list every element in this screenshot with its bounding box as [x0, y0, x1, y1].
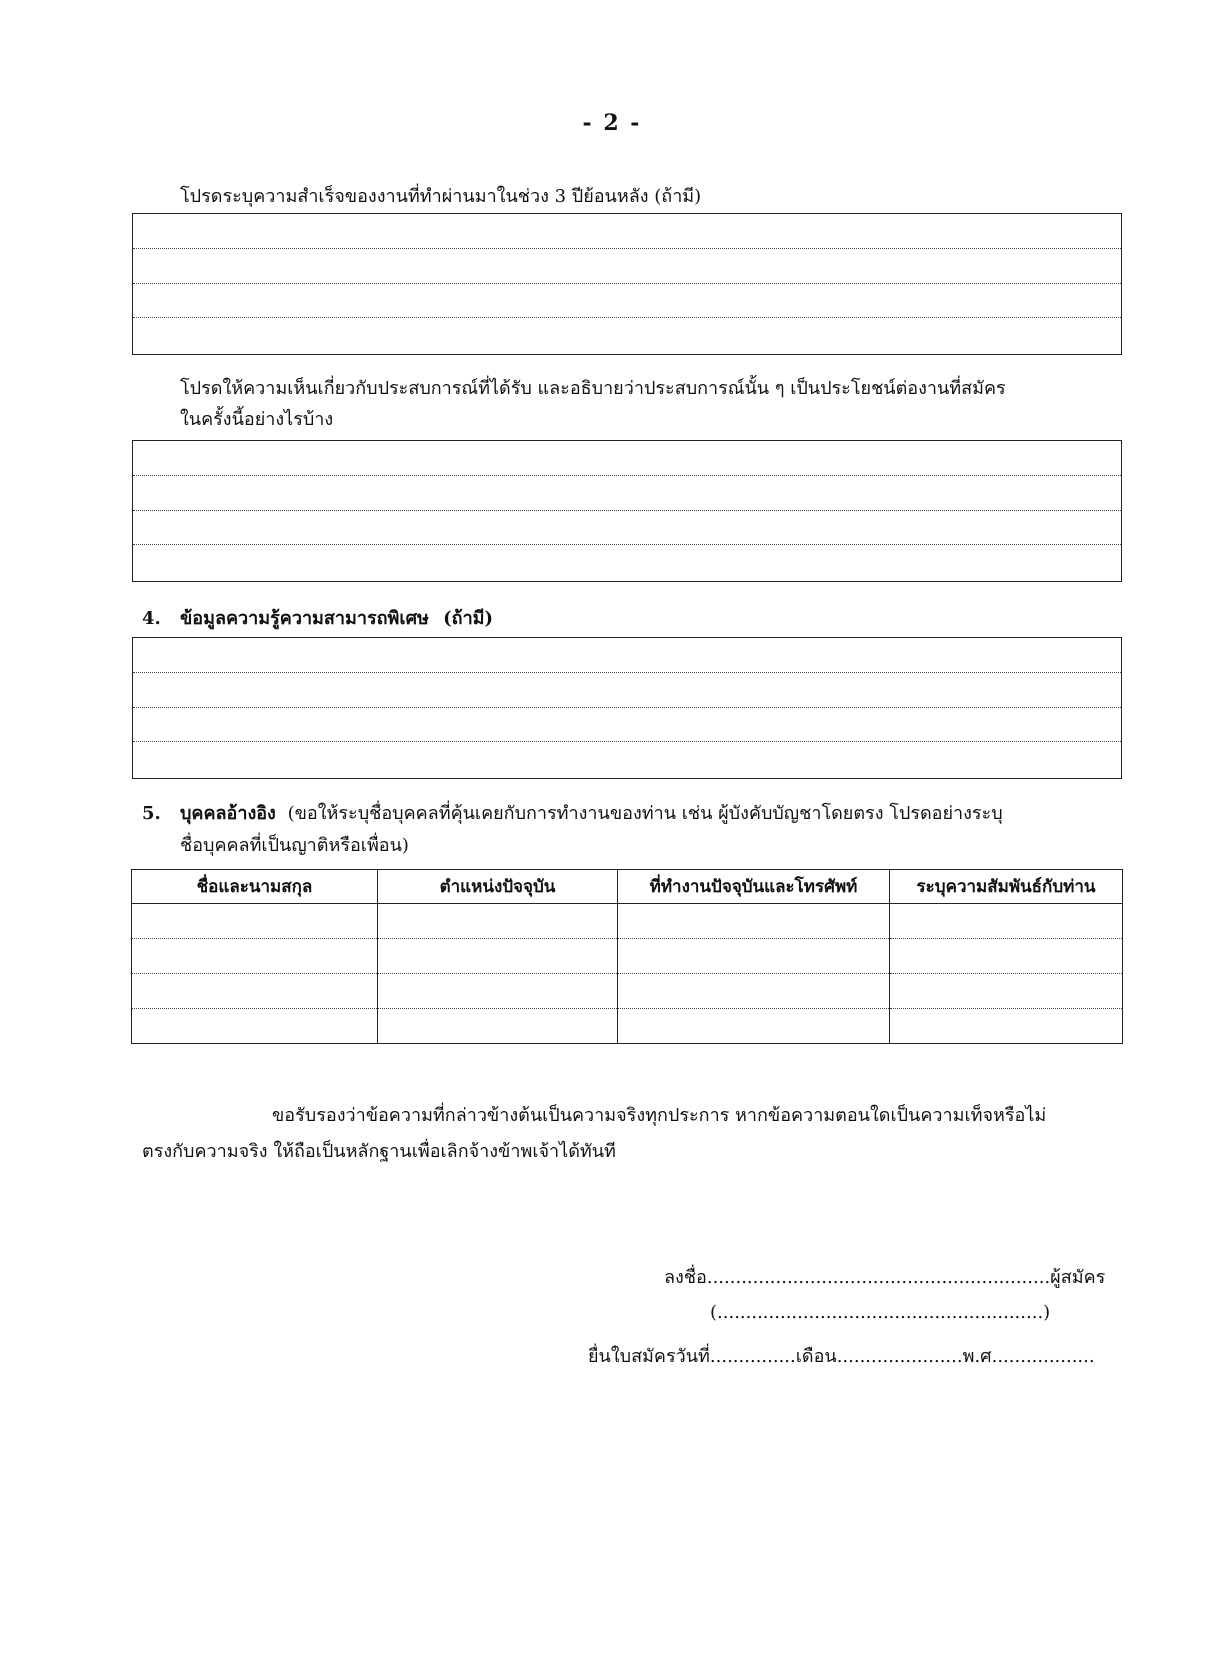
table-cell[interactable] — [618, 939, 890, 974]
column-header-position: ตำแหน่งปัจจุบัน — [378, 870, 618, 904]
table-cell[interactable] — [890, 974, 1123, 1009]
certification-line2: ตรงกับความจริง ให้ถือเป็นหลักฐานเพื่อเลิกจ้างข้าพเจ้าได้ทันที — [142, 1141, 616, 1162]
name-close-paren: ) — [1043, 1302, 1051, 1323]
month-field[interactable]: ...................... — [836, 1346, 963, 1367]
writing-line — [133, 248, 1121, 249]
sign-suffix: ผู้สมัคร — [1050, 1267, 1106, 1288]
achievements-prompt: โปรดระบุความสำเร็จของงานที่ทำผ่านมาในช่วง 3 ปีย้อนหลัง (ถ้ามี) — [180, 186, 702, 207]
section5-number: 5. — [142, 803, 161, 824]
experience-prompt-line1: โปรดให้ความเห็นเกี่ยวกับประสบการณ์ที่ได้รับ และอธิบายว่าประสบการณ์นั้น ๆ เป็นประโยชน์ต่องานที่สมัคร — [180, 378, 1006, 399]
table-cell[interactable] — [890, 939, 1123, 974]
section4-suffix: (ถ้ามี) — [443, 608, 494, 629]
day-field[interactable]: ............... — [709, 1346, 796, 1367]
section5-heading — [180, 800, 1003, 828]
table-cell[interactable] — [378, 1009, 618, 1044]
section4-title — [180, 605, 493, 633]
signature-line — [664, 1262, 1105, 1291]
certification-line1: ขอรับรองว่าข้อความที่กล่าวข้างต้นเป็นความจริงทุกประการ หากข้อความตอนใดเป็นความเท็จหรือไม่ — [272, 1105, 1047, 1126]
month-label: เดือน — [795, 1346, 837, 1367]
table-cell[interactable] — [378, 904, 618, 939]
special-skills-textbox[interactable] — [132, 637, 1122, 779]
table-row — [132, 904, 1123, 939]
table-cell[interactable] — [378, 939, 618, 974]
column-header-name: ชื่อและนามสกุล — [132, 870, 378, 904]
section5-desc-line1: (ขอให้ระบุชื่อบุคคลที่คุ้นเคยกับการทำงานของท่าน เช่น ผู้บังคับบัญชาโดยตรง โปรดอย่างระบุ — [287, 803, 1003, 824]
achievements-textbox[interactable] — [132, 213, 1122, 355]
year-field[interactable]: .................. — [991, 1346, 1095, 1367]
writing-line — [133, 283, 1121, 284]
column-header-workplace-phone: ที่ทำงานปัจจุบันและโทรศัพท์ — [618, 870, 890, 904]
section4-title-text: ข้อมูลความรู้ความสามารถพิเศษ — [180, 608, 429, 629]
printed-name-field[interactable]: ......................................................... — [717, 1302, 1044, 1323]
writing-line — [133, 707, 1121, 708]
section5-title: บุคคลอ้างอิง — [180, 803, 276, 824]
table-cell[interactable] — [890, 904, 1123, 939]
writing-line — [133, 672, 1121, 673]
table-row — [132, 974, 1123, 1009]
experience-prompt-line2: ในครั้งนี้อย่างไรบ้าง — [180, 409, 334, 430]
table-cell[interactable] — [618, 974, 890, 1009]
application-date-line — [588, 1341, 1095, 1370]
name-open-paren: ( — [710, 1302, 718, 1323]
table-header-row — [132, 870, 1123, 904]
table-cell[interactable] — [378, 974, 618, 1009]
signature-field[interactable]: ............................................................ — [706, 1267, 1051, 1288]
table-cell[interactable] — [618, 904, 890, 939]
date-label: ยื่นใบสมัครวันที่ — [588, 1346, 710, 1367]
page-number: - 2 - — [582, 110, 642, 136]
section5-desc-line2: ชื่อบุคคลที่เป็นญาติหรือเพื่อน) — [180, 835, 409, 856]
writing-line — [133, 544, 1121, 545]
sign-label: ลงชื่อ — [664, 1267, 707, 1288]
year-label: พ.ศ — [962, 1346, 992, 1367]
writing-line — [133, 317, 1121, 318]
table-cell[interactable] — [132, 1009, 378, 1044]
table-cell[interactable] — [890, 1009, 1123, 1044]
table-cell[interactable] — [132, 904, 378, 939]
table-row — [132, 939, 1123, 974]
experience-textbox[interactable] — [132, 440, 1122, 582]
table-cell[interactable] — [132, 939, 378, 974]
column-header-relationship: ระบุความสัมพันธ์กับท่าน — [890, 870, 1123, 904]
section4-number: 4. — [142, 608, 161, 629]
reference-table — [131, 869, 1123, 1044]
printed-name-line — [710, 1302, 1050, 1323]
table-row — [132, 1009, 1123, 1044]
writing-line — [133, 475, 1121, 476]
table-cell[interactable] — [618, 1009, 890, 1044]
table-cell[interactable] — [132, 974, 378, 1009]
writing-line — [133, 741, 1121, 742]
writing-line — [133, 510, 1121, 511]
